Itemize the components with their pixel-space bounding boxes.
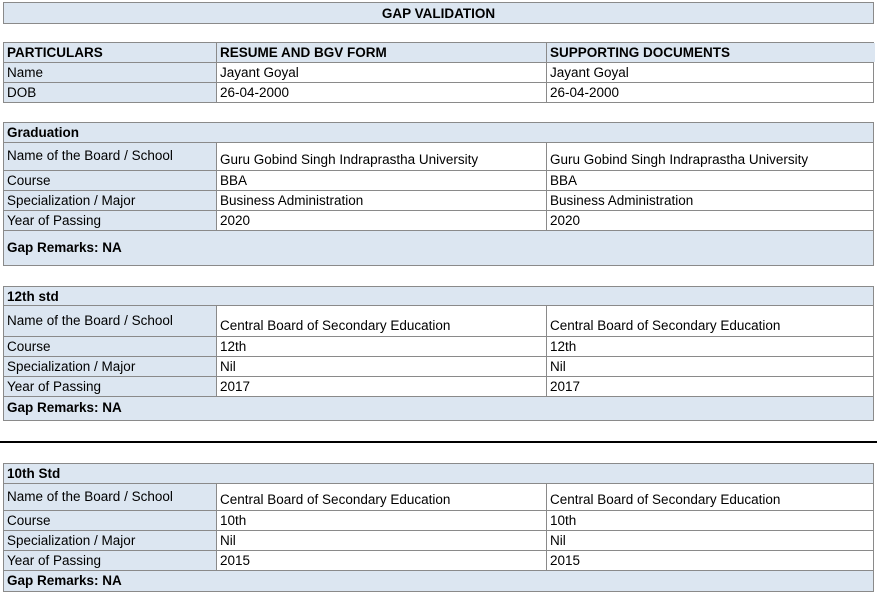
table-row (3, 551, 874, 571)
document-value: 2015 (550, 553, 581, 568)
section-heading-10th: 10th Std (3, 463, 874, 484)
row-label: Name of the Board / School (4, 484, 217, 510)
document-value: Nil (550, 533, 566, 548)
resume-value: Jayant Goyal (217, 63, 547, 82)
section-heading-12th: 12th std (3, 286, 874, 306)
table-row (3, 211, 874, 231)
table-row (3, 191, 874, 211)
resume-value: Nil (217, 357, 547, 376)
document-value: Jayant Goyal (550, 65, 629, 80)
table-row (3, 63, 874, 83)
table-row (3, 377, 874, 397)
table-row (3, 484, 874, 511)
row-label: Specialization / Major (4, 191, 217, 210)
document-value: Business Administration (550, 193, 694, 208)
column-header-particulars: PARTICULARS (4, 43, 217, 62)
document-value: Central Board of Secondary Education (550, 492, 781, 507)
table-row (3, 531, 874, 551)
column-header-documents: SUPPORTING DOCUMENTS (547, 43, 875, 62)
resume-value: BBA (217, 171, 547, 190)
document-value: Nil (550, 359, 566, 374)
table-row (3, 143, 874, 171)
row-label: Course (4, 511, 217, 530)
resume-value: Guru Gobind Singh Indraprastha University (217, 143, 547, 170)
resume-value: Central Board of Secondary Education (217, 306, 547, 336)
document-value: Guru Gobind Singh Indraprastha University (550, 152, 809, 167)
table-row (3, 306, 874, 337)
row-label: Specialization / Major (4, 357, 217, 376)
table-row (3, 171, 874, 191)
document-value: 2017 (550, 379, 581, 394)
resume-value: Nil (217, 531, 547, 550)
row-label: Course (4, 337, 217, 356)
row-label: DOB (4, 83, 217, 102)
resume-value: 26-04-2000 (217, 83, 547, 102)
section-heading-graduation: Graduation (3, 122, 874, 143)
document-value: 2020 (550, 213, 581, 228)
gap-remarks: Gap Remarks: NA (3, 571, 874, 592)
gap-remarks: Gap Remarks: NA (3, 397, 874, 421)
resume-value: 2015 (217, 551, 547, 570)
column-header-row (3, 42, 874, 63)
resume-value: Business Administration (217, 191, 547, 210)
column-header-resume: RESUME AND BGV FORM (217, 43, 547, 62)
document-value: 26-04-2000 (550, 85, 620, 100)
page-title: GAP VALIDATION (3, 2, 874, 24)
document-value: BBA (550, 173, 578, 188)
resume-value: Central Board of Secondary Education (217, 484, 547, 510)
row-label: Name of the Board / School (4, 306, 217, 336)
document-value: 10th (550, 513, 577, 528)
table-row (3, 511, 874, 531)
table-row (3, 337, 874, 357)
gap-remarks: Gap Remarks: NA (3, 231, 874, 266)
resume-value: 12th (217, 337, 547, 356)
row-label: Year of Passing (4, 551, 217, 570)
table-row (3, 357, 874, 377)
row-label: Course (4, 171, 217, 190)
section-divider (0, 441, 877, 443)
row-label: Year of Passing (4, 211, 217, 230)
row-label: Specialization / Major (4, 531, 217, 550)
resume-value: 2020 (217, 211, 547, 230)
document-value: 12th (550, 339, 577, 354)
row-label: Year of Passing (4, 377, 217, 396)
resume-value: 2017 (217, 377, 547, 396)
row-label: Name (4, 63, 217, 82)
row-label: Name of the Board / School (4, 143, 217, 170)
resume-value: 10th (217, 511, 547, 530)
table-row (3, 83, 874, 103)
document-value: Central Board of Secondary Education (550, 318, 781, 333)
